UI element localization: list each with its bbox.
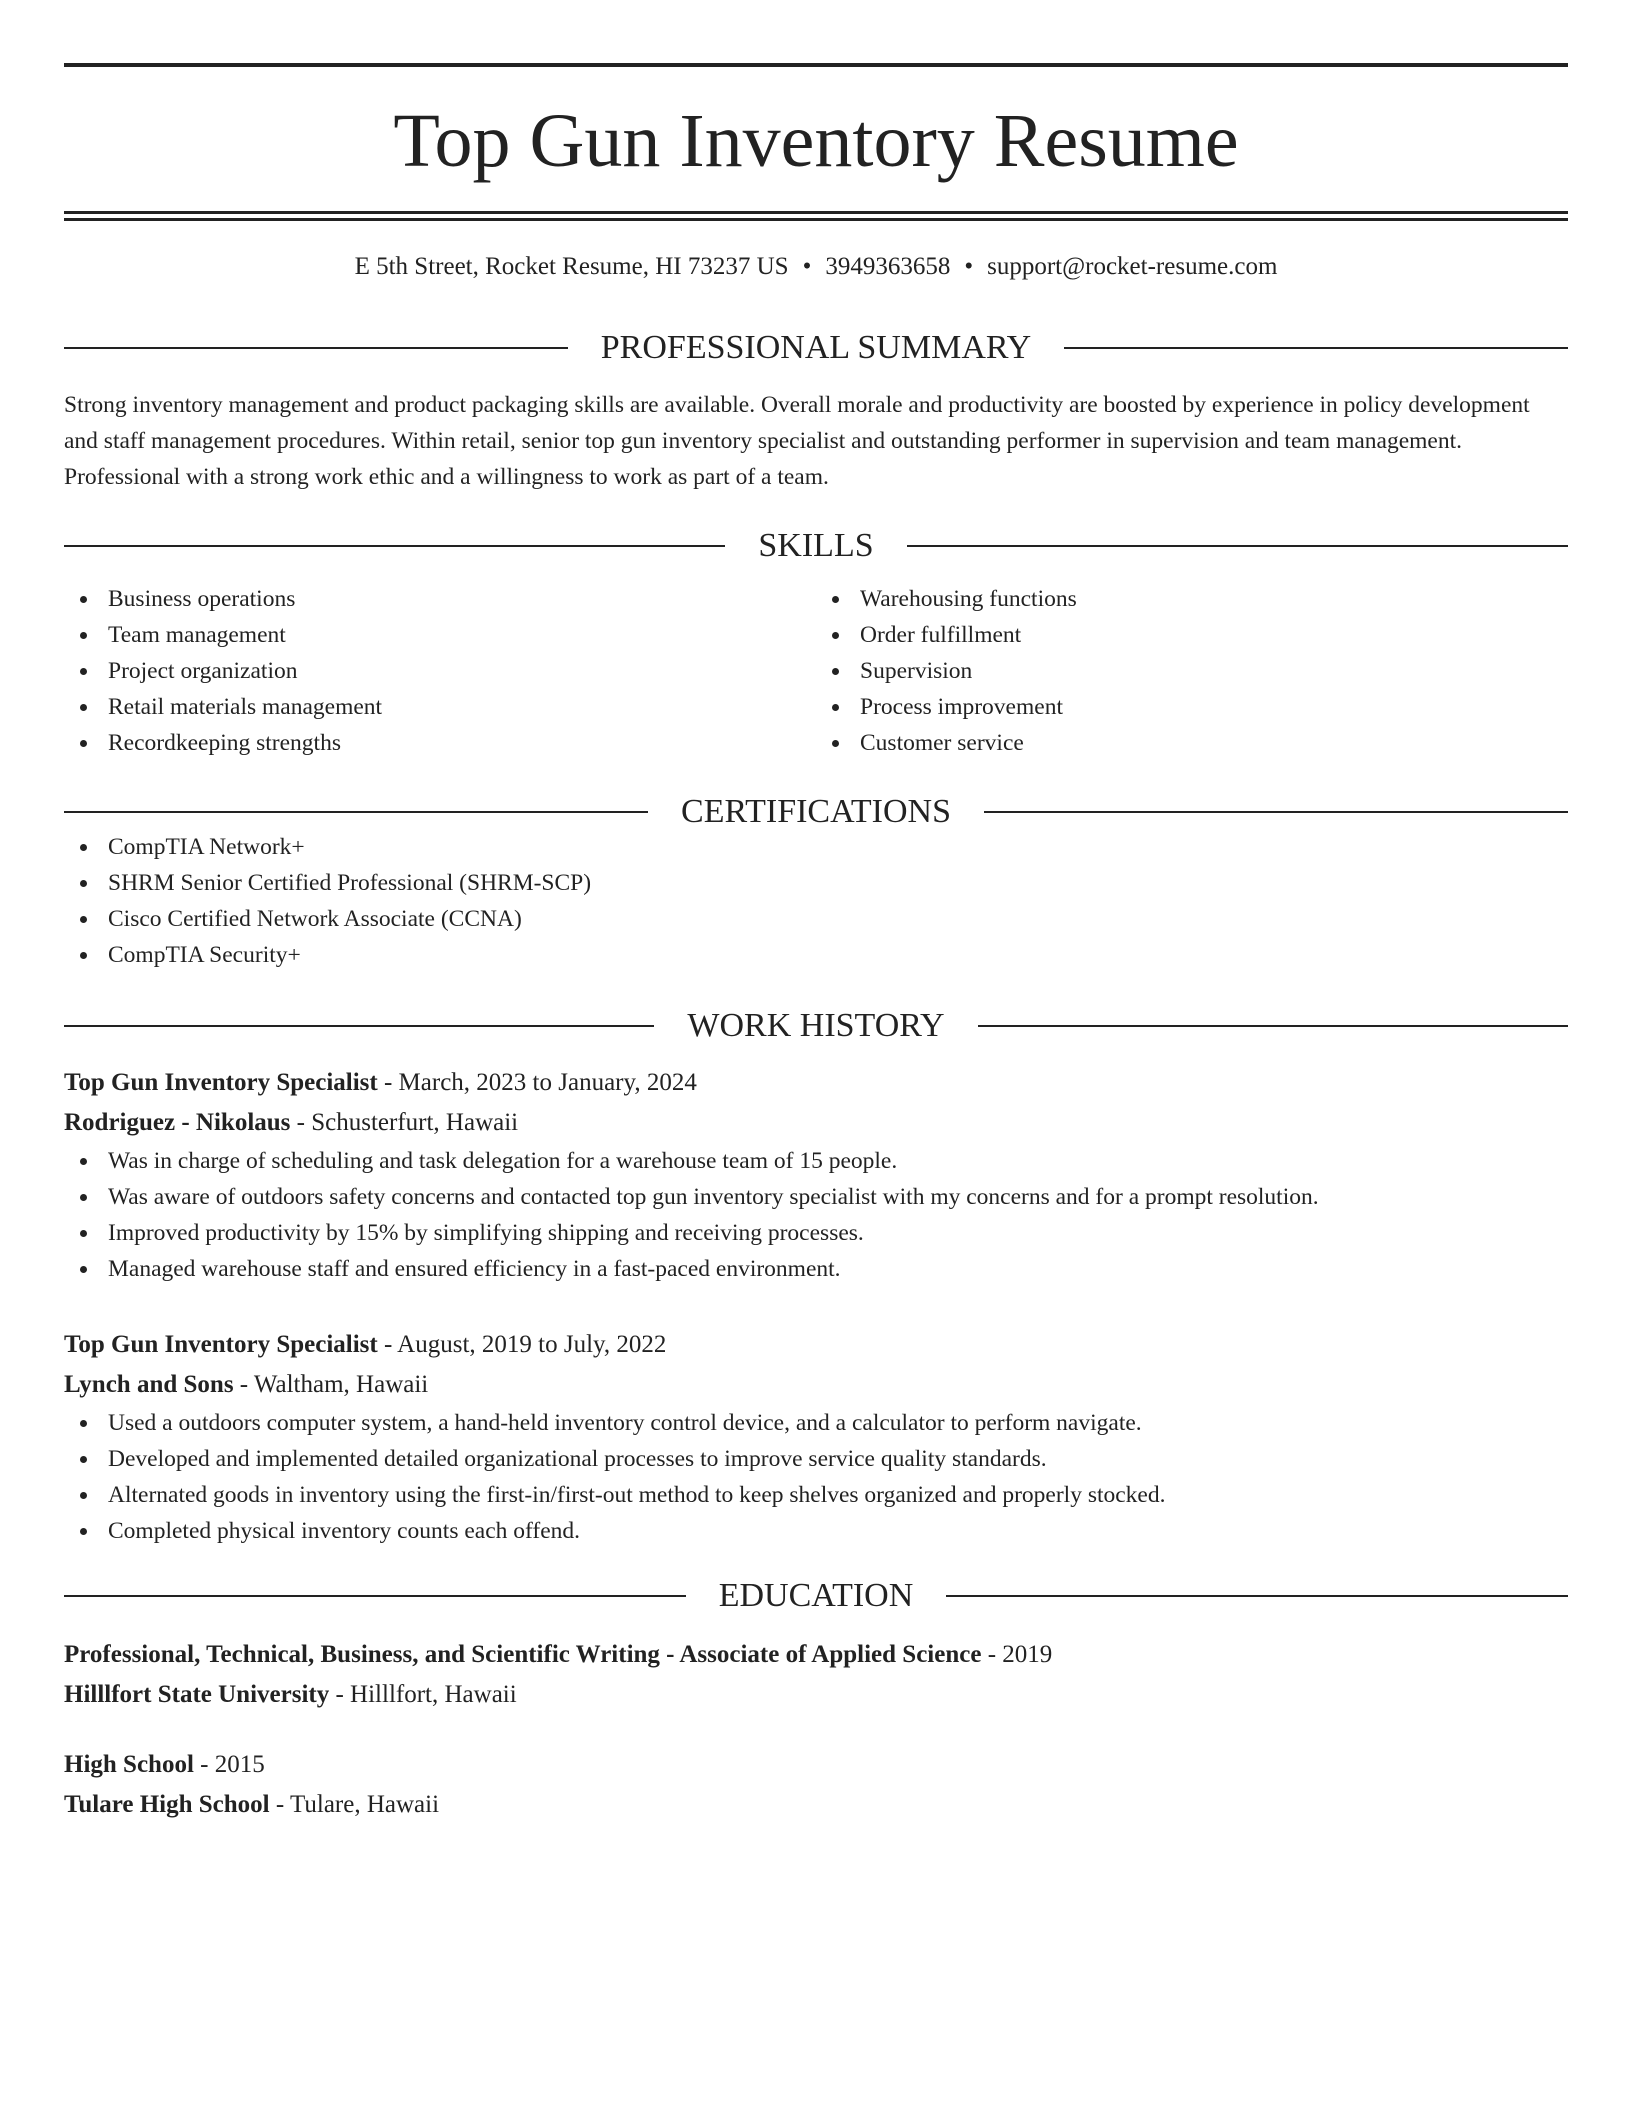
- job-duty-item: Completed physical inventory counts each offend.: [64, 1513, 1568, 1549]
- job-company: Rodriguez - Nikolaus: [64, 1109, 291, 1136]
- job-duty-item: Managed warehouse staff and ensured efficiency in a fast-paced environment.: [64, 1251, 1568, 1287]
- education-degree: Professional, Technical, Business, and Scientific Writing - Associate of Applied Science: [64, 1641, 982, 1668]
- job-company-line: [64, 1103, 1568, 1143]
- job-duty-item: Was in charge of scheduling and task delegation for a warehouse team of 15 people.: [64, 1143, 1568, 1179]
- education-location: - Hilllfort, Hawaii: [329, 1681, 517, 1708]
- skill-item: Supervision: [816, 653, 1568, 689]
- job-dates: - August, 2019 to July, 2022: [377, 1331, 667, 1358]
- education-degree-line: [64, 1635, 1568, 1675]
- job-title: Top Gun Inventory Specialist: [64, 1069, 378, 1096]
- heading-rule: [64, 811, 648, 813]
- education-year: - 2015: [193, 1751, 265, 1778]
- top-rule: [64, 63, 1568, 67]
- contact-separator: •: [964, 253, 974, 280]
- skill-item: Order fulfillment: [816, 617, 1568, 653]
- section-heading-summary: [64, 331, 1568, 365]
- resume-title: Top Gun Inventory Resume: [393, 99, 1239, 183]
- section-title: EDUCATION: [718, 1577, 914, 1614]
- section-heading-work: [64, 1009, 1568, 1043]
- contact-address: E 5th Street, Rocket Resume, HI 73237 US: [354, 253, 789, 280]
- job-company: Lynch and Sons: [64, 1371, 234, 1398]
- education-school-line: [64, 1785, 1568, 1825]
- job-entry: [64, 1063, 1568, 1287]
- job-duties-list: [64, 1143, 1568, 1287]
- section-heading-skills: [64, 529, 1568, 563]
- section-title: CERTIFICATIONS: [681, 793, 951, 830]
- skill-item: Recordkeeping strengths: [64, 725, 816, 761]
- certification-item: Cisco Certified Network Associate (CCNA): [64, 901, 1568, 937]
- job-duty-item: Developed and implemented detailed organizational processes to improve service quality standards.: [64, 1441, 1568, 1477]
- skill-item: Project organization: [64, 653, 816, 689]
- skill-item: Retail materials management: [64, 689, 816, 725]
- heading-rule: [984, 811, 1568, 813]
- certifications-list: [64, 829, 1568, 973]
- heading-rule: [64, 545, 725, 547]
- education-year: - 2019: [981, 1641, 1053, 1668]
- section-title: PROFESSIONAL SUMMARY: [600, 329, 1032, 366]
- skill-item: Customer service: [816, 725, 1568, 761]
- skill-item: Warehousing functions: [816, 581, 1568, 617]
- job-location: - Waltham, Hawaii: [233, 1371, 429, 1398]
- certification-item: CompTIA Security+: [64, 937, 1568, 973]
- heading-rule: [64, 347, 568, 349]
- contact-phone: 3949363658: [825, 253, 951, 280]
- job-title-line: [64, 1325, 1568, 1365]
- skill-item: Business operations: [64, 581, 816, 617]
- education-degree-line: [64, 1745, 1568, 1785]
- contact-line: [64, 254, 1568, 279]
- heading-rule: [64, 1025, 654, 1027]
- education-entry: [64, 1745, 1568, 1825]
- certification-item: CompTIA Network+: [64, 829, 1568, 865]
- education-school-line: [64, 1675, 1568, 1715]
- job-title: Top Gun Inventory Specialist: [64, 1331, 378, 1358]
- education-school: Hilllfort State University: [64, 1681, 330, 1708]
- skill-item: Process improvement: [816, 689, 1568, 725]
- heading-rule: [978, 1025, 1568, 1027]
- job-dates: - March, 2023 to January, 2024: [377, 1069, 697, 1096]
- section-heading-certifications: [64, 795, 1568, 829]
- job-duties-list: [64, 1405, 1568, 1549]
- education-school: Tulare High School: [64, 1791, 270, 1818]
- education-entry: [64, 1635, 1568, 1715]
- skills-grid: [64, 581, 1568, 761]
- job-duty-item: Improved productivity by 15% by simplifying shipping and receiving processes.: [64, 1215, 1568, 1251]
- contact-separator: •: [802, 253, 812, 280]
- heading-rule: [64, 1595, 686, 1597]
- job-duty-item: Alternated goods in inventory using the first-in/first-out method to keep shelves organized and properly stocked.: [64, 1477, 1568, 1513]
- skill-item: Team management: [64, 617, 816, 653]
- job-title-line: [64, 1063, 1568, 1103]
- education-degree: High School: [64, 1751, 194, 1778]
- skills-list-right: [816, 581, 1568, 761]
- heading-rule: [1064, 347, 1568, 349]
- job-location: - Schusterfurt, Hawaii: [290, 1109, 519, 1136]
- section-heading-education: [64, 1579, 1568, 1613]
- certification-item: SHRM Senior Certified Professional (SHRM-SCP): [64, 865, 1568, 901]
- contact-email: support@rocket-resume.com: [987, 253, 1278, 280]
- section-title: SKILLS: [758, 527, 874, 564]
- job-company-line: [64, 1365, 1568, 1405]
- section-title: WORK HISTORY: [687, 1007, 945, 1044]
- job-entry: [64, 1325, 1568, 1549]
- job-duty-item: Used a outdoors computer system, a hand-held inventory control device, and a calculator to perform navigate.: [64, 1405, 1568, 1441]
- double-rule: [64, 211, 1568, 221]
- skills-list-left: [64, 581, 816, 761]
- education-location: - Tulare, Hawaii: [269, 1791, 440, 1818]
- summary-text: Strong inventory management and product packaging skills are available. Overall morale and productivity are boosted by experience in policy development and staff management procedures. Within retail, senior top gun inventory specialist and outstanding performer in supervision and team management. Professional with a strong work ethic and a willingness to work as part of a team.: [64, 392, 1530, 490]
- heading-rule: [907, 545, 1568, 547]
- heading-rule: [946, 1595, 1568, 1597]
- job-duty-item: Was aware of outdoors safety concerns and contacted top gun inventory specialist with my concerns and for a prompt resolution.: [64, 1179, 1568, 1215]
